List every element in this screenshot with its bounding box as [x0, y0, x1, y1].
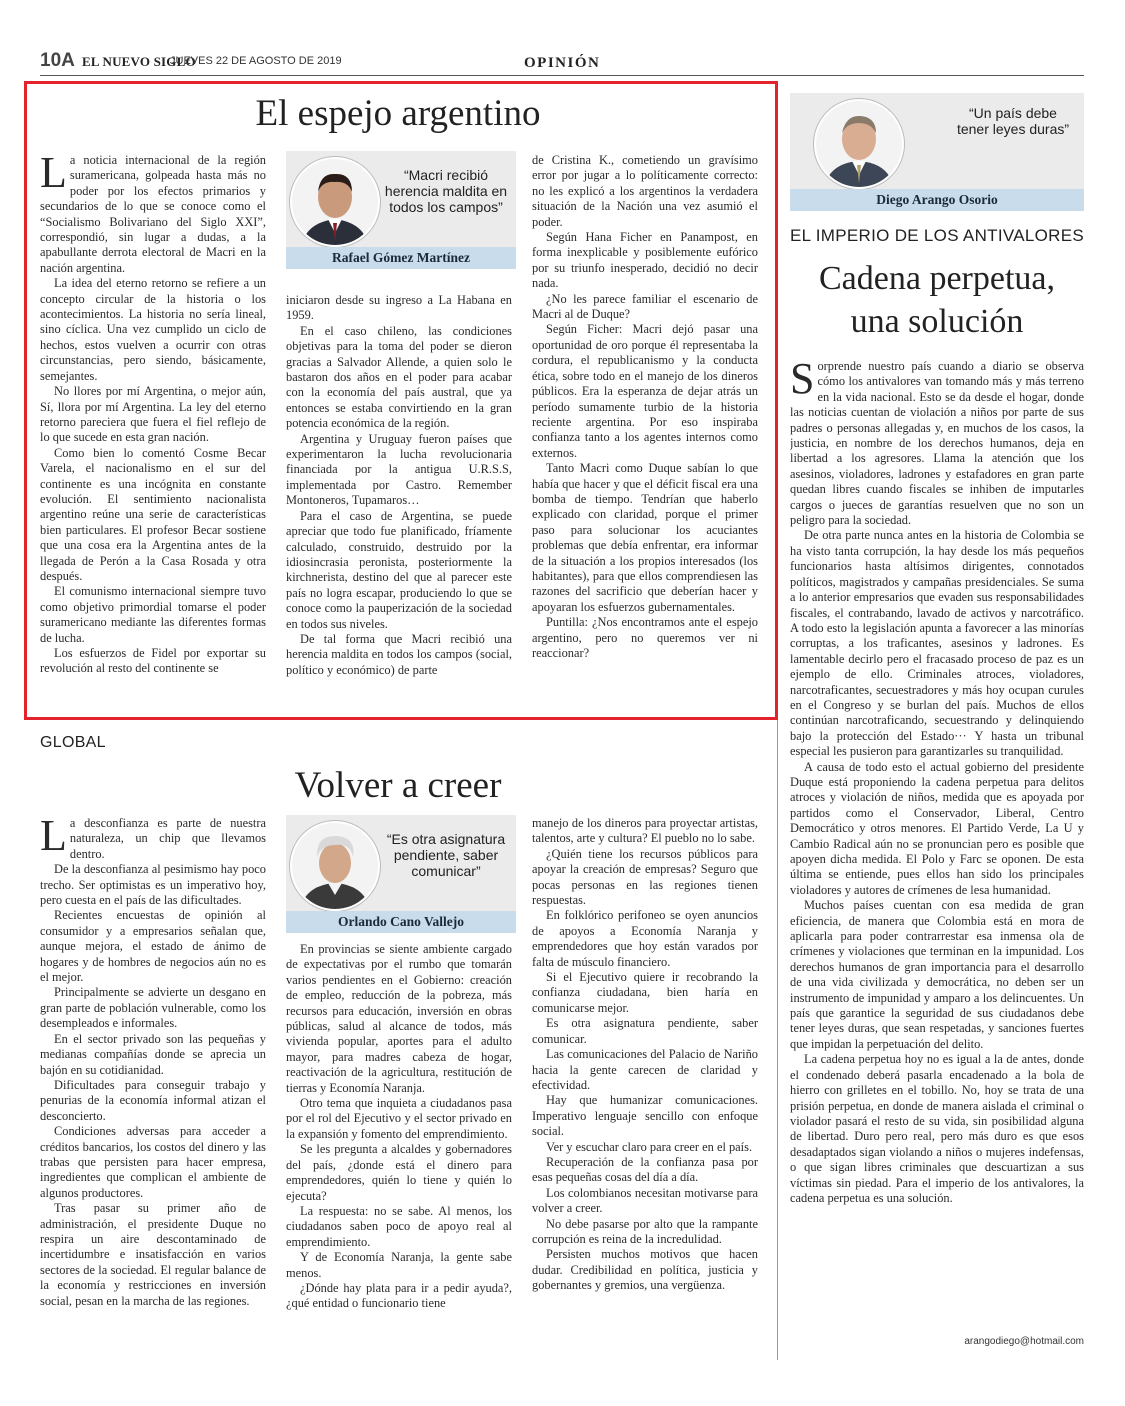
- article2-col2: [286, 942, 512, 1356]
- paragraph: Los esfuerzos de Fidel por exportar su revolución al resto del continente se: [40, 646, 266, 676]
- paragraph: Y de Economía Naranja, la gente sabe menos.: [286, 1250, 512, 1280]
- paragraph: La idea del eterno retorno se refiere a un concepto circular de la historia o los acontecimientos. La historia no sería lineal, sino cíclica. Una vez cumplido un ciclo de hechos, estos vuelven a ocurrir con otras circunstancias, pero siendo, básicamente, semejantes.: [40, 276, 266, 383]
- pull-quote: “Macri recibió herencia maldita en todos los campos”: [384, 167, 508, 215]
- newspaper-name: EL NUEVO SIGLO: [82, 54, 196, 69]
- paragraph: Como bien lo comentó Cosme Becar Varela, el nacionalismo en el sur del continente es una incógnita en constante evolución. El sentimiento nacionalista argentino reúne una serie de características bien particulares. El profesor Becar sostiene que una cosa era la Argentina antes de la llegada de Perón a la Casa Rosada y otra después.: [40, 445, 266, 583]
- author-box: [286, 815, 516, 933]
- paragraph: ¿No les parece familiar el escenario de Macri al de Duque?: [532, 291, 758, 322]
- paragraph: No llores por mí Argentina, o mejor aún, Sí, llora por mí Argentina. La ley del eterno retorno pareciera que fuera el fiel reflejo de lo que sucede en esta gran nación.: [40, 384, 266, 445]
- paragraph: Es otra asignatura pendiente, saber comunicar.: [532, 1016, 758, 1046]
- author-email: arangodiego@hotmail.com: [964, 1336, 1084, 1347]
- paragraph: Los colombianos necesitan motivarse para volver a creer.: [532, 1185, 758, 1216]
- section-kicker: GLOBAL: [40, 734, 106, 751]
- pull-quote: “Un país debe tener leyes duras”: [956, 105, 1070, 137]
- header-rule: [40, 75, 1084, 76]
- author-box: [790, 93, 1084, 211]
- article2-title: Volver a creer: [294, 765, 502, 806]
- paragraph: De la desconfianza al pesimismo hay poco trecho. Ser optimistas es un imperativo hoy, pero cuesta en el país de las dificultades.: [40, 862, 266, 908]
- article2-col3: [532, 816, 758, 1356]
- author-box: [286, 151, 516, 269]
- paragraph: Según Hana Ficher en Panampost, en forma inexplicable y posiblemente eufórico por su triunfo inesperado, decidió no decir nada.: [532, 230, 758, 291]
- paragraph: Tanto Macri como Duque sabían lo que había que hacer y que el déficit fiscal era una bomba de tiempo. Tendrían que haberlo explicado con claridad, porque el primer paso para solucionar los acuciantes problemas que debía enfrentar, era informar de la situación a los propios interesados (los habitantes), para que ellos comprendiesen las razones del sacrificio que deberían hacer y apoyaran los esfuerzos gubernamentales.: [532, 461, 758, 614]
- title-line: Cadena perpetua,: [819, 260, 1055, 297]
- author-photo: [290, 821, 380, 911]
- paragraph: Tras pasar su primer año de administración, el presidente Duque no respira un aire descontaminado de incertidumbre e insatisfacción en varios sectores de la sociedad. El regular balance de la economía y restricciones en inversión social, pesan en la marcha de las regiones.: [40, 1201, 266, 1308]
- paragraph: de Cristina K., cometiendo un gravísimo error por jugar a lo políticamente correcto: no les explicó a los argentinos la verdadera situación de la Nación una vez asumió el poder.: [532, 153, 758, 229]
- paragraph: De otra parte nunca antes en la historia de Colombia se ha visto tanta corrupción, la hay desde los más pequeños funcionarios hasta altísimos dirigentes, connotados políticos, magistrados y campañas presidenciales. Se suma a lo anterior empresarios que evaden sus responsabilidades fiscales, el contrabando, lavado de activos y narcotráfico. A todo esto la legislación apunta a favorecer a las minorías corruptas, a los traficantes, asesinos y ladrones. Es lamentable decirlo pero el fracasado proceso de paz es un ejemplo de ello. Criminales atroces, violadores, narcotraficantes, secuestradores y más hoy ocupan curules en el Congreso y se burlan del país. Muchos de ellos continúan narcotraficando, secuestrando y delinquiendo bajo la protección del Estado··· Y hasta un tribunal especial les pusieron para garantizarles su tranquilidad.: [790, 528, 1084, 759]
- column-divider: [777, 720, 778, 1360]
- paragraph: En folklórico perifoneo se oyen anuncios de apoyos a Economía Naranja y emprendedores que hoy están varados por falta de músculo financiero.: [532, 908, 758, 969]
- author-name: Orlando Cano Vallejo: [286, 911, 516, 933]
- paragraph: Hay que humanizar comunicaciones. Imperativo lenguaje sencillo con enfoque social.: [532, 1093, 758, 1139]
- paragraph: La desconfianza es parte de nuestra naturaleza, un chip que llevamos dentro.: [40, 816, 266, 861]
- paragraph: Recuperación de la confianza pasa por esas pequeñas cosas del día a día.: [532, 1154, 758, 1185]
- paragraph: Argentina y Uruguay fueron países que experimentaron la lucha revolucionaria financiada por la antigua U.R.S.S, implementada por Castro. Remember Montoneros, Tupamaros…: [286, 431, 512, 508]
- paragraph: Condiciones adversas para acceder a créditos bancarios, los costos del dinero y las trabas que persisten para hacer empresa, ingredientes que complican el ambiente de algunos productores.: [40, 1124, 266, 1200]
- paragraph: ¿Dónde hay plata para ir a pedir ayuda?, ¿qué entidad o funcionario tiene: [286, 1280, 512, 1311]
- paragraph: El comunismo internacional siempre tuvo como objetivo primordial tomarse el poder suramericano mediante las diferentes formas de lucha.: [40, 584, 266, 645]
- paragraph: Principalmente se advierte un desgano en gran parte de población vulnerable, como los desempleados e informales.: [40, 985, 266, 1031]
- paragraph: iniciaron desde su ingreso a La Habana en 1959.: [286, 293, 512, 323]
- paragraph: Dificultades para conseguir trabajo y penurias de la economía informal atizan el desconcierto.: [40, 1077, 266, 1123]
- author-photo: [290, 157, 380, 247]
- paragraph: En provincias se siente ambiente cargado de expectativas por el rumbo que tomarán varios pendientes en el Gobierno: creación de empleo, reducción de la pobreza, más recursos para educación, inversión en obras públicas, salud al alcance de todos, más vivienda popular, aportes para el adulto mayor, para madres cabeza de hogar, reactivación de la agricultura, restitución de tierras y Economía Naranja.: [286, 942, 512, 1095]
- author-name: Diego Arango Osorio: [790, 189, 1084, 211]
- paragraph: La cadena perpetua hoy no es igual a la de antes, donde el condenado deberá pasarla encadenado a la bola de hierro con grilletes en el tobillo. No, hoy se trata de una prisión perpetua, en donde de manera aislada el criminal o violador pasará el resto de su vida, sin posibilidad alguna de libertad. Duro pero real, pero más duro es que esos desadaptados sigan violando a niños o mujeres indefensas, o que sigan libres criminales que descuartizan a sus víctimas sin piedad. Para el imperio de los antivalores, la cadena perpetua es una solución.: [790, 1052, 1084, 1205]
- paragraph: Muchos países cuentan con esa medida de gran eficiencia, de manera que Colombia está en mora de aplicarla para poder contrarrestar esa inmensa ola de crímenes y violaciones que terminan en la impunidad. Los derechos humanos de gran importancia para el desarrollo de una vida civilizada y democrática, no deben ser un instrumento de impunidad y amparo a los delincuentes. Un país que garantice la seguridad de sus ciudadanos debe tener leyes duras, que sean respetadas, y sanciones fuertes que impidan la perpetuación del delito.: [790, 898, 1084, 1051]
- paragraph: Para el caso de Argentina, se puede apreciar que todo fue planificado, fríamente calculado, construido, destruido por la idiosincrasia peronista, posteriormente la kirchnerista, destino del que al parecer este país no logra escapar, produciendo lo que se conoce como la pauperización de la sociedad en todos sus niveles.: [286, 508, 512, 631]
- paragraph: Sorprende nuestro país cuando a diario se observa cómo los antivalores van tomando más y más terreno en la vida nacional. Esto se da desde el hogar, donde las noticias cuentan de violación a niños por parte de sus padres o personas allegadas y, en muchos de los casos, la justicia, en nombre de los derechos humanos, deja en libertad a los agresores. Llama la atención que los asesinos, violadores, ladrones y estafadores en gran parte quedan libres cuando fiscales se inhiben de imputarles cargos o jueces de garantías resuelven que no son un peligro para la sociedad.: [790, 359, 1084, 528]
- paragraph: Si el Ejecutivo quiere ir recobrando la confianza ciudadana, bien haría en comunicarse mejor.: [532, 970, 758, 1015]
- author-photo: [814, 99, 904, 189]
- issue-date: JUEVES 22 DE AGOSTO DE 2019: [170, 55, 342, 67]
- paragraph: manejo de los dineros para proyectar artistas, talentos, arte y cultura? El pueblo no lo sabe.: [532, 816, 758, 846]
- paragraph: En el sector privado son las pequeñas y medianas compañías donde se aprecia un bajón en su cotidianidad.: [40, 1031, 266, 1077]
- title-line: una solución: [850, 303, 1024, 340]
- pull-quote: “Es otra asignatura pendiente, saber comunicar”: [386, 831, 506, 879]
- paragraph: Según Ficher: Macri dejó pasar una oportunidad de oro porque él representaba la cordura, el republicanismo y la conducta ética, sobre todo en el manejo de los dineros públicos. Era la esperanza de dejar atrás un período sumamente turbio de la historia reciente argentina. Por eso inspiraba confianza tanto a los agentes internos como externos.: [532, 322, 758, 460]
- article3-title: [778, 257, 1096, 343]
- paragraph: Se les pregunta a alcaldes y gobernadores del país, ¿donde está el dinero para emprendedores, quién lo tiene y quién lo ejecuta?: [286, 1142, 512, 1203]
- column-kicker: EL IMPERIO DE LOS ANTIVALORES: [790, 226, 1085, 245]
- paragraph: Ver y escuchar claro para creer en el país.: [546, 1139, 753, 1154]
- article1-title: El espejo argentino: [255, 93, 541, 134]
- paragraph: De tal forma que Macri recibió una herencia maldita en todos los campos (social, político y económico) de parte: [286, 631, 512, 677]
- author-name: Rafael Gómez Martínez: [286, 247, 516, 269]
- section-title: OPINIÓN: [524, 55, 601, 71]
- article2-col1: [40, 816, 266, 1356]
- paragraph: Recientes encuestas de opinión al consumidor y a empresarios señalan que, aunque mejora, el estado de ánimo de hogares y de hombres de negocios aún no es el mejor.: [40, 908, 266, 985]
- paragraph: La noticia internacional de la región suramericana, golpeada hasta más no poder por los efectos primarios y secundarios de lo que se conoce como el “Socialismo Bolivariano del Siglo XXI”, correspondió, sin lugar a dudas, a la apabullante derrota electoral de Macri en la nación argentina.: [40, 153, 266, 275]
- article1-col3: [532, 153, 758, 705]
- paragraph: En el caso chileno, las condiciones objetivas para la toma del poder se dieron gracias a Salvador Allende, a quien solo le bastaron dos años en el poder para acabar con la economía del país austral, que ya entonces se estaba convirtiendo en la gran potencia económica de la región.: [286, 323, 512, 431]
- article1-col1: [40, 153, 266, 705]
- page-number: 10A: [40, 50, 75, 71]
- article3-body: [790, 359, 1084, 1331]
- paragraph: Otro tema que inquieta a ciudadanos pasa por el rol del Ejecutivo y el sector privado en la expansión y fomento del emprendimiento.: [286, 1096, 512, 1141]
- paragraph: No debe pasarse por alto que la rampante corrupción es reina de la incredulidad.: [532, 1216, 758, 1246]
- paragraph: Las comunicaciones del Palacio de Nariño hacia la gente carecen de claridad y efectividad.: [532, 1047, 758, 1092]
- paragraph: ¿Quién tiene los recursos públicos para apoyar la creación de empresas? Seguro que pocas personas en las regiones tienen respuestas.: [532, 846, 758, 908]
- paragraph: Persisten muchos motivos que hacen dudar. Credibilidad en política, justicia y gobernantes y gremios, una vergüenza.: [532, 1247, 758, 1293]
- paragraph: La respuesta: no se sabe. Al menos, los ciudadanos saben poco de apoyo real al emprendimiento.: [286, 1203, 512, 1249]
- paragraph: A causa de todo esto el actual gobierno del presidente Duque está proponiendo la cadena perpetua para delitos atroces y violación de niños, medida que es apoyada por partidos como el Conservador, Liberal, Centro Democrático y otros menores. El Partido Verde, La U y Cambio Radical aún no se pronuncian pero es posible que apoyen dicha medida. El Polo y Farc se oponen. De esta última se entiende, pues ellos han sido los principales violadores y autores de crímenes de lesa humanidad.: [790, 759, 1084, 897]
- paragraph: Puntilla: ¿Nos encontramos ante el espejo argentino, pero no queremos ver ni reaccionar?: [532, 615, 758, 660]
- article1-col2: [286, 293, 512, 705]
